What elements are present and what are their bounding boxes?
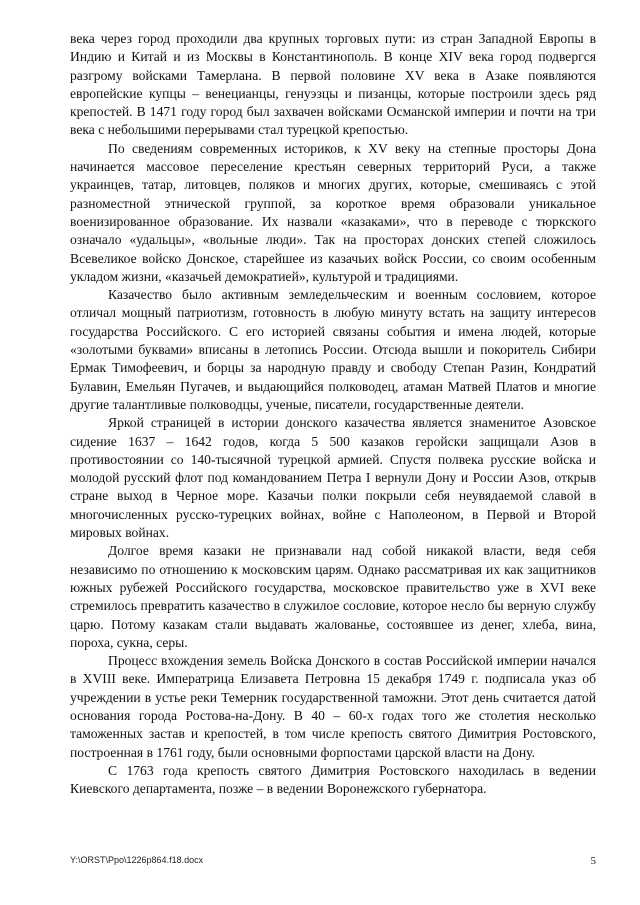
paragraph-4: Яркой страницей в истории донского казачества является знаменитое Азовское сидение 1637 – 1642 годов, когда 5 500 казаков геройски защищали Азов в противостоянии со 140-тысячной турецкой армией. Спустя полвека русские войска и молодой русский флот под командованием Петра I вернули Дону и России Азов, открыв стране выход в Черное море. Казачьи полки покрыли себя неувядаемой славой в многочисленных русско-турецких войнах, войне с Наполеоном, в Первой и Второй мировых войнах. — [70, 415, 596, 541]
page-footer — [70, 855, 596, 869]
document-body — [70, 30, 596, 798]
paragraph-2: По сведениям современных историков, к XV веку на степные просторы Дона начинается массовое переселение крестьян северных территорий Руси, а также украинцев, татар, литовцев, поляков и многих других, которые, смешиваясь с этой разноместной этнической группой, за короткое время образовали уникальное военизированное образование. Их назвали «казаками», что в переводе с тюркского означало «удальцы», «вольные люди». Так на просторах донских степей сложилось Всевеликое войско Донское, старейшее из казачьих войск России, со своим особенным укладом жизни, «казачьей демократией», культурой и традициями. — [70, 140, 596, 284]
file-path: Y:\ORST\Ppo\1226p864.f18.docx — [70, 855, 204, 865]
page-number: 5 — [590, 855, 596, 867]
paragraph-5: Долгое время казаки не признавали над собой никакой власти, ведя себя независимо по отношению к московским царям. Однако рассматривая их как защитников южных рубежей Российского государства, московское правительство уже в XVI веке стремилось превратить казачество в служилое сословие, которое несло бы верную службу царю. Потому казакам стали выдавать жалованье, состоявшее из денег, хлеба, вина, пороха, сукна, серы. — [70, 543, 596, 650]
paragraph-1: века через город проходили два крупных торговых пути: из стран Западной Европы в Индию и Китай и из Москвы в Константинополь. В конце XIV века город подвергся разгрому войсками Тамерлана. В первой половине XV века в Азаке появляются европейские купцы – венецианцы, генуэзцы и пизанцы, которые построили здесь ряд крепостей. В 1471 году город был захвачен войсками Османской империи и почти на три века с небольшими перерывами стал турецкой крепостью. — [70, 31, 596, 138]
paragraph-3: Казачество было активным земледельческим и военным сословием, которое отличал мощный патриотизм, готовность в любую минуту встать на защиту интересов государства Российского. С его историей связаны события и имена людей, которые «золотыми буквами» вписаны в летопись России. Отсюда вышли и покоритель Сибири Ермак Тимофеевич, и борцы за народную правду и свободу Степан Разин, Кондратий Булавин, Емельян Пугачев, и выдающийся полководец, атаман Матвей Платов и многие другие талантливые полководцы, ученые, писатели, государственные деятели. — [70, 287, 596, 412]
paragraph-6: Процесс вхождения земель Войска Донского в состав Российской империи начался в XVIII веке. Императрица Елизавета Петровна 15 декабря 1749 г. подписала указ об учреждении в устье реки Темерник государственной таможни. Этот день считается датой основания города Ростова-на-Дону. В 40 – 60-х годах того же столетия несколько таможенных застав и крепостей, в том числе крепость святого Димитрия Ростовского, построенная в 1761 году, были основными форпостами царской власти на Дону. — [70, 653, 596, 760]
paragraph-7: С 1763 года крепость святого Димитрия Ростовского находилась в ведении Киевского департамента, позже – в ведении Воронежского губернатора. — [70, 762, 596, 797]
